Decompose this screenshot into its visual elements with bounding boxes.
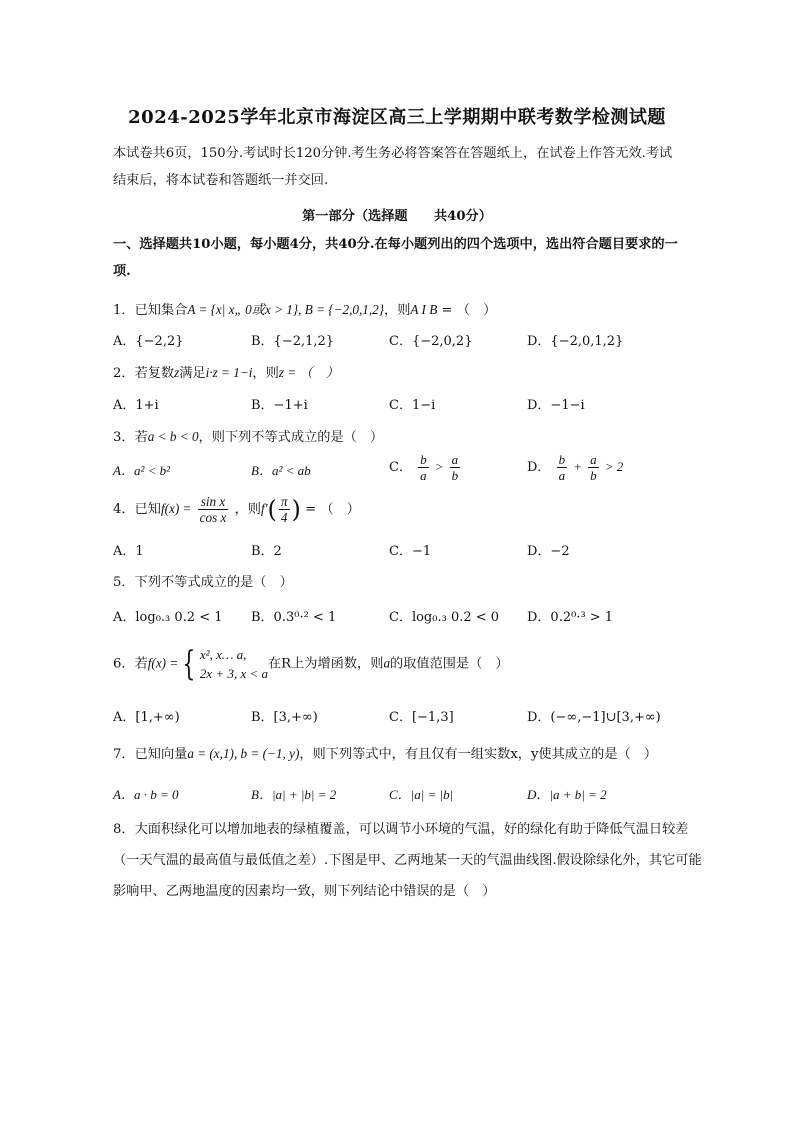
q3-option-b[interactable]: B．a² < ab <box>251 463 311 478</box>
q6-option-d[interactable]: D．(−∞,−1]∪[3,+∞) <box>527 710 661 725</box>
q4-end: = （ ） <box>305 502 360 517</box>
q3-c-gt: > <box>434 459 444 474</box>
q5-option-c[interactable]: C．log₀.₃ 0.2 < 0 <box>389 610 500 625</box>
q3-d-gt2: > 2 <box>604 459 624 474</box>
question-4: 4．已知f(x) = $\frac{\text{sin x}}{\text{cos x}}$ ，则f′( $\frac{\pi}{4}$ ) = （ ） <box>113 494 360 525</box>
q6-option-c[interactable]: C．[−1,3] <box>389 710 454 725</box>
q3-option-a[interactable]: A．a² < b² <box>113 463 171 478</box>
q5-option-b[interactable]: B．0.3⁰·² < 1 <box>251 610 337 625</box>
q1-expr: A I B <box>410 302 438 317</box>
q3-c-frac-right: $\frac{a}{b}$ <box>451 452 459 483</box>
q4-f: f(x) = <box>160 501 192 516</box>
q4-option-d[interactable]: D．−2 <box>527 544 570 559</box>
q1-option-b[interactable]: B．{−2,1,2} <box>251 334 335 349</box>
q3-option-d[interactable] <box>527 452 623 483</box>
exam-title: 2024-2025学年北京市海淀区高三上学期期中联考数学检测试题 <box>128 107 666 128</box>
q3-cond: a < b < 0 <box>147 429 199 444</box>
q6-option-b[interactable]: B．[3,+∞) <box>251 710 318 725</box>
q6-mid: 在R上为增函数，则 <box>268 656 384 672</box>
q7-option-c[interactable]: C．|a| = |b| <box>389 787 454 802</box>
q6-stem-prefix: 6．若 <box>113 656 148 672</box>
q1-stem-prefix: 1．已知集合 <box>113 303 188 318</box>
q4-mid: ，则 <box>234 502 261 517</box>
q7-vectors: a = (x,1), b = (−1, y) <box>187 746 300 761</box>
q3-option-d-label: D． <box>527 460 551 475</box>
q1-sets: A = {x| x„ 0或x > 1}, B = {−2,0,1,2} <box>187 302 385 317</box>
q4-pi-frac: $\frac{\pi}{4}$ <box>280 494 288 525</box>
q3-stem-prefix: 3．若 <box>113 430 148 445</box>
q2-eq: i·z = 1−i <box>205 365 253 380</box>
q3-d-frac-right: $\frac{a}{b}$ <box>590 452 597 483</box>
q7-stem-prefix: 7．已知向量 <box>113 747 188 762</box>
q5-option-d[interactable]: D．0.2⁰·³ > 1 <box>527 610 614 625</box>
q3-stem-suffix: ，则下列不等式成立的是（ ） <box>198 430 384 445</box>
q2-var: z <box>174 365 180 380</box>
q6-f: f(x) = <box>147 655 179 671</box>
q2-end: z = （ ） <box>278 365 339 380</box>
q3-d-plus: + <box>573 459 582 474</box>
q6-var: a <box>383 655 391 671</box>
q7-option-b[interactable]: B．|a| + |b| = 2 <box>251 787 337 802</box>
q2-stem-prefix: 2．若复数 <box>113 366 175 381</box>
q7-option-a[interactable]: A．a · b = 0 <box>113 787 179 802</box>
q1-stem-suffix: ，则 <box>384 303 411 318</box>
question-3 <box>113 426 703 445</box>
q3-option-c[interactable] <box>389 452 462 483</box>
exam-intro: 本试卷共6页，150分.考试时长120分钟.考生务必将答案答在答题纸上，在试卷上作答无效.考试结束后，将本试卷和答题纸一并交回. <box>113 146 673 188</box>
q2-option-d[interactable]: D．−1−i <box>527 398 585 413</box>
q4-option-a[interactable]: A．1 <box>113 544 144 559</box>
q6-cases: x², x… a, 2x + 3, x < a <box>199 647 268 681</box>
q3-option-c-label: C． <box>389 460 412 475</box>
question-1 <box>113 299 703 318</box>
part1-heading: 第一部分（选择题 共40分） <box>302 209 492 224</box>
question-7 <box>113 743 703 762</box>
q7-option-d[interactable]: D．|a + b| = 2 <box>527 787 607 802</box>
q3-c-frac-left: $\frac{b}{a}$ <box>420 452 427 483</box>
q1-option-d[interactable]: D．{−2,0,1,2} <box>527 334 624 349</box>
q4-frac: $\frac{\text{sin x}}{\text{cos x}}$ <box>199 494 227 525</box>
question-8: 8．大面积绿化可以增加地表的绿植覆盖，可以调节小环境的气温，好的绿化有助于降低气温日较差（一天气温的最高值与最低值之差）.下图是甲、乙两地某一天的气温曲线图.假设除绿化外，其它可能影响甲、乙两地温度的因素均一致，则下列结论中错误的是（ ） <box>113 822 702 899</box>
q6-end: 的取值范围是（ ） <box>390 656 509 672</box>
q1-option-a[interactable]: A．{−2,2} <box>113 334 184 349</box>
q7-stem-suffix: ，则下列等式中，有且仅有一组实数x，y使其成立的是（ ） <box>299 747 658 762</box>
q2-option-c[interactable]: C．1−i <box>389 398 436 413</box>
q2-option-b[interactable]: B．−1+i <box>251 398 308 413</box>
section1-instructions: 一、选择题共10小题，每小题4分，共40分.在每小题列出的四个选项中，选出符合题目要求的一项. <box>113 237 678 279</box>
q4-option-b[interactable]: B．2 <box>251 544 282 559</box>
q3-d-frac-left: $\frac{b}{a}$ <box>558 452 566 483</box>
q6-brace: { <box>182 644 196 684</box>
q2-suffix: ，则 <box>252 366 279 381</box>
q1-option-c[interactable]: C．{−2,0,2} <box>389 334 473 349</box>
question-5: 5．下列不等式成立的是（ ） <box>113 575 293 590</box>
q2-option-a[interactable]: A．1+i <box>113 398 159 413</box>
q4-fp: f′ <box>260 501 268 516</box>
question-2 <box>113 362 703 381</box>
q1-stem-end: = （ ） <box>437 303 497 318</box>
q4-option-c[interactable]: C．−1 <box>389 544 432 559</box>
q2-mid: 满足 <box>179 366 206 381</box>
q6-option-a[interactable]: A．[1,+∞) <box>113 710 180 725</box>
q5-option-a[interactable]: A．log₀.₃ 0.2 < 1 <box>113 610 223 625</box>
question-6 <box>113 645 703 683</box>
q4-stem-prefix: 4．已知 <box>113 502 161 517</box>
